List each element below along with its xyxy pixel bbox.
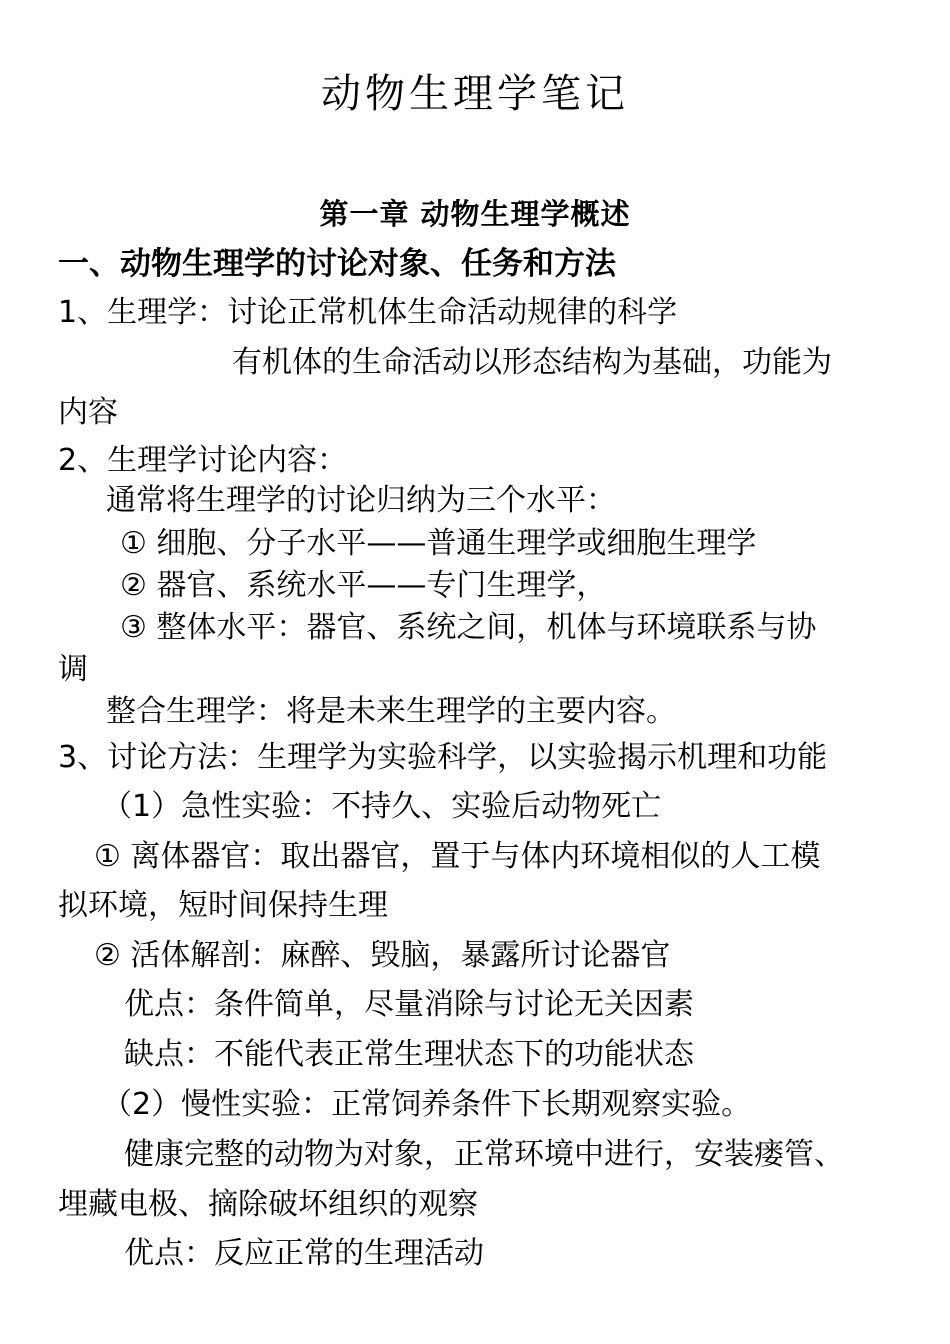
chapter-heading: 第一章 动物生理学概述 [319, 197, 631, 231]
text-line: 3、讨论方法：生理学为实验科学，以实验揭示机理和功能 [58, 740, 828, 775]
text-line: 健康完整的动物为对象，正常环境中进行，安装瘘管、 [124, 1137, 844, 1172]
section-heading: 一、动物生理学的讨论对象、任务和方法 [58, 246, 616, 282]
text-line: ② 器官、系统水平——专门生理学， [120, 568, 607, 603]
text-line: 优点：条件简单，尽量消除与讨论无关因素 [124, 987, 694, 1022]
text-line: 有机体的生命活动以形态结构为基础，功能为 [232, 345, 832, 380]
text-line: 调 [58, 652, 88, 687]
text-line: 通常将生理学的讨论归纳为三个水平： [106, 483, 616, 518]
document-title: 动物生理学笔记 [321, 71, 629, 117]
text-line: 拟环境，短时间保持生理 [58, 888, 388, 923]
text-line: 缺点：不能代表正常生理状态下的功能状态 [124, 1037, 694, 1072]
text-line: ① 细胞、分子水平——普通生理学或细胞生理学 [120, 526, 757, 561]
text-line: ① 离体器官：取出器官，置于与体内环境相似的人工模 [94, 839, 821, 874]
text-line: 1、生理学：讨论正常机体生命活动规律的科学 [58, 295, 678, 330]
text-line: 整合生理学：将是未来生理学的主要内容。 [106, 694, 676, 729]
text-line: ② 活体解剖：麻醉、毁脑，暴露所讨论器官 [94, 938, 671, 973]
text-line: 埋藏电极、摘除破坏组织的观察 [58, 1187, 478, 1222]
text-line: ③ 整体水平：器官、系统之间，机体与环境联系与协 [120, 610, 817, 645]
text-line: 2、生理学讨论内容： [58, 443, 348, 478]
text-line: （2）慢性实验：正常饲养条件下长期观察实验。 [102, 1087, 752, 1122]
text-line: 优点：反应正常的生理活动 [124, 1236, 484, 1271]
text-line: （1）急性实验：不持久、实验后动物死亡 [102, 789, 662, 824]
text-line: 内容 [58, 395, 118, 430]
